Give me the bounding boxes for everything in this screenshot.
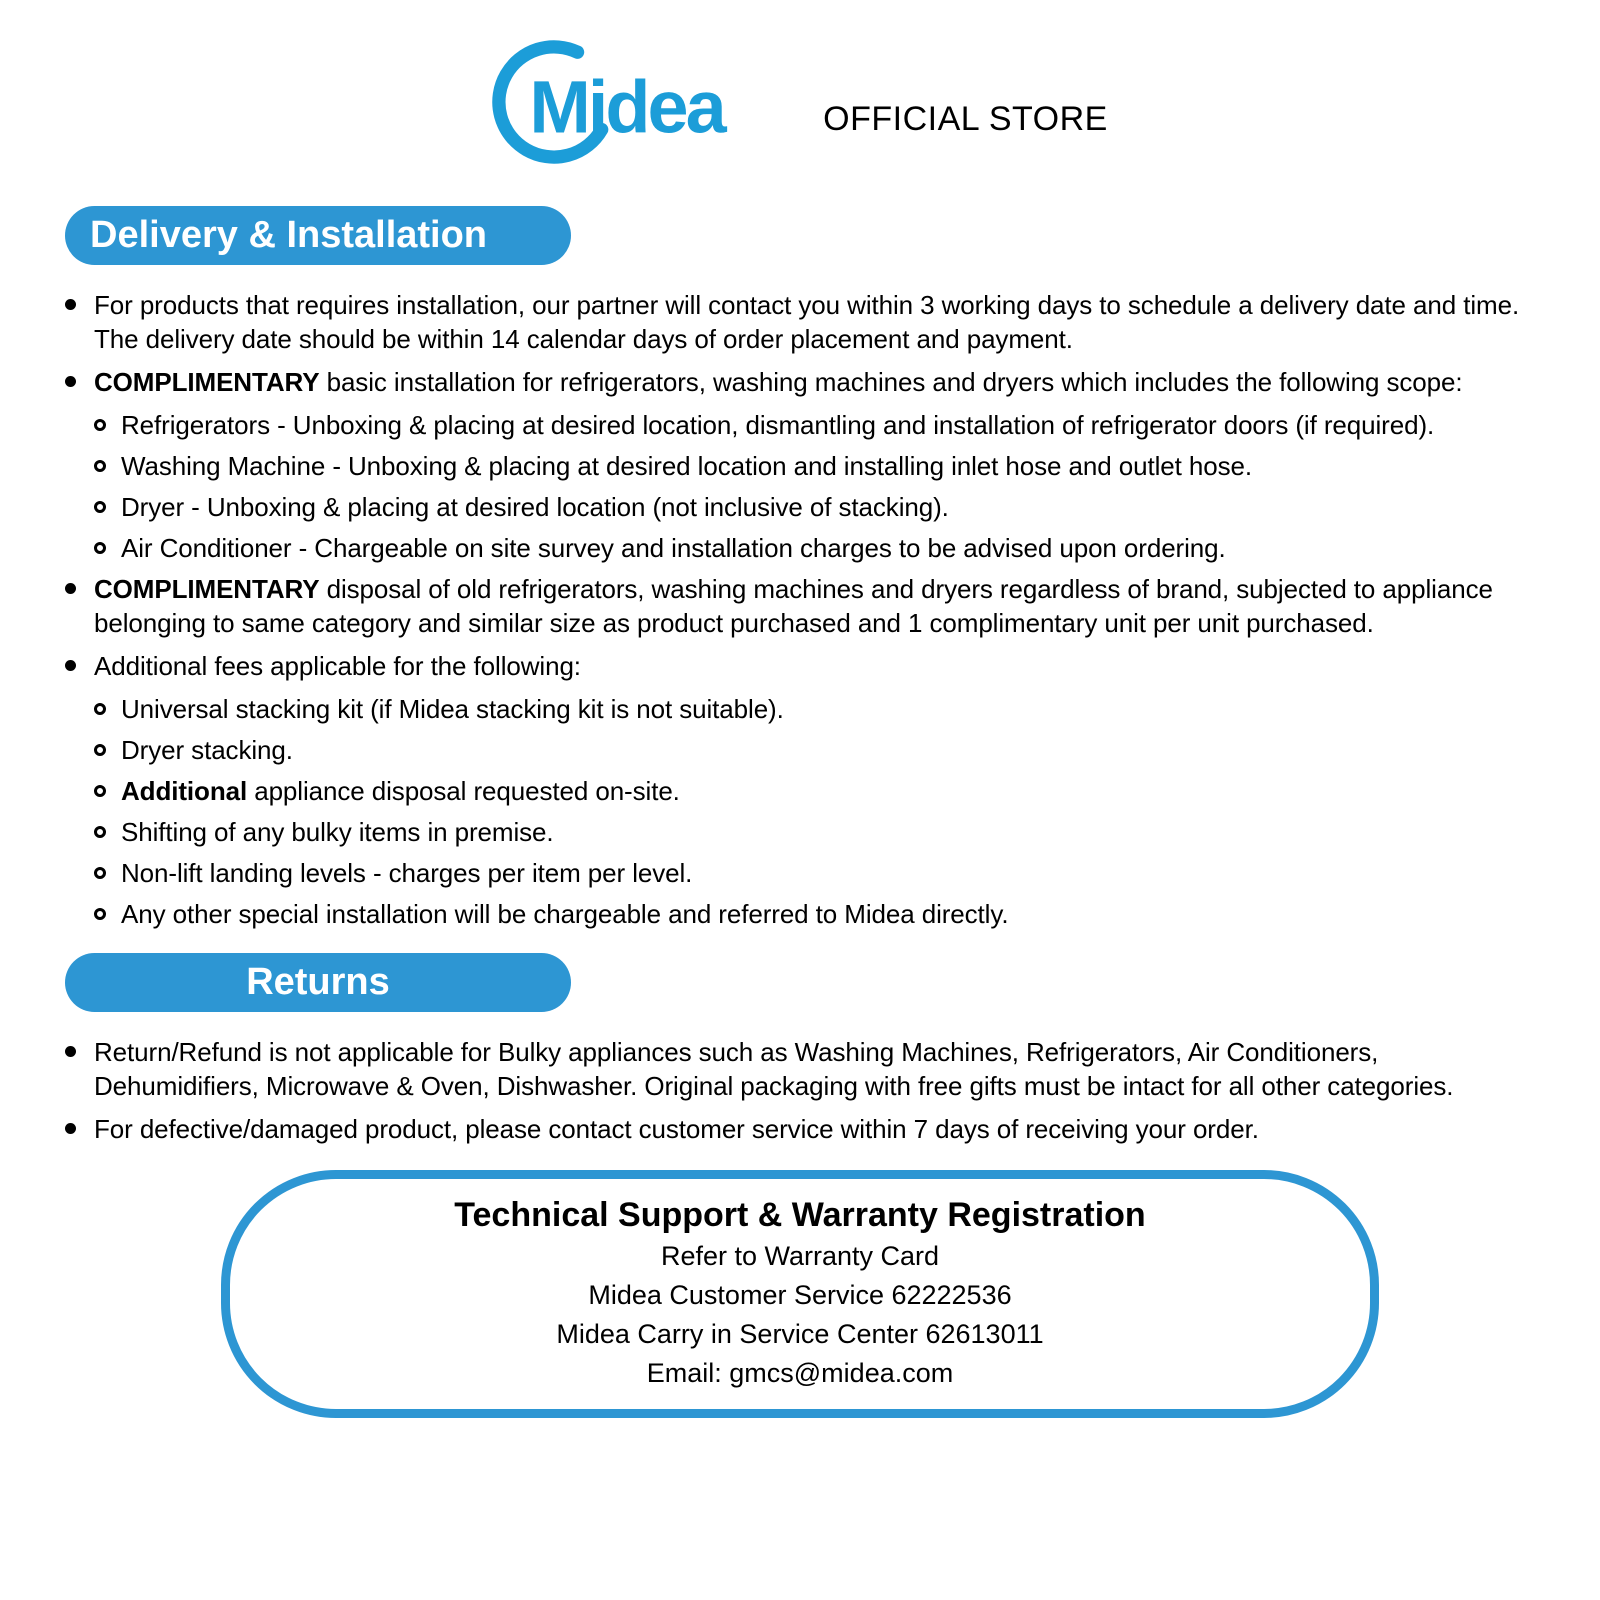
list-item: [65, 365, 1540, 399]
list-item: [94, 733, 1540, 767]
support-box-lines: [270, 1237, 1330, 1393]
list-item: [94, 408, 1540, 442]
list-item-text: Return/Refund is not applicable for Bulky appliances such as Washing Machines, Refrigerators, Air Conditioners, Dehumidifiers, Microwave & Oven, Dishwasher. Original packaging with free gifts must be intact for all other categories.: [94, 1037, 1454, 1101]
list-item: [94, 774, 1540, 808]
list-item: [65, 572, 1540, 640]
list-item-text: Dryer stacking.: [121, 735, 293, 765]
bullet-disc-icon: [65, 583, 76, 594]
header: [0, 0, 1600, 164]
bullet-disc-icon: [65, 660, 76, 671]
returns-list: [0, 1012, 1600, 1146]
list-item-text: COMPLIMENTARY basic installation for refrigerators, washing machines and dryers which includes the following scope:: [94, 367, 1463, 397]
emphasis-text: COMPLIMENTARY: [94, 574, 320, 604]
logo-wordmark: Midea: [529, 65, 724, 149]
list-item-text: Air Conditioner - Chargeable on site survey and installation charges to be advised upon ordering.: [121, 533, 1226, 563]
list-item: [94, 490, 1540, 524]
list-item: [65, 649, 1540, 683]
list-item: [65, 1035, 1540, 1103]
support-line: Email: gmcs@midea.com: [646, 1358, 954, 1388]
list-item-text: Non-lift landing levels - charges per item per level.: [121, 858, 693, 888]
list-item: [65, 288, 1540, 356]
list-item: [94, 531, 1540, 565]
list-item-text: Refrigerators - Unboxing & placing at desired location, dismantling and installation of refrigerator doors (if required).: [121, 410, 1435, 440]
section-title-delivery: Delivery & Installation: [90, 214, 488, 256]
list-item: [94, 692, 1540, 726]
bullet-circle-icon: [94, 826, 106, 838]
list-item-text: Any other special installation will be chargeable and referred to Midea directly.: [121, 899, 1009, 929]
list-item: [65, 1112, 1540, 1146]
bullet-circle-icon: [94, 460, 106, 472]
bullet-circle-icon: [94, 419, 106, 431]
list-item-text: COMPLIMENTARY disposal of old refrigerators, washing machines and dryers regardless of brand, subjected to appliance belonging to same category and similar size as product purchased and 1 complimentary unit per unit purchased.: [94, 574, 1493, 638]
list-item: [94, 856, 1540, 890]
support-box-title: Technical Support & Warranty Registration: [454, 1196, 1146, 1234]
section-title-returns: Returns: [246, 961, 390, 1003]
bullet-circle-icon: [94, 867, 106, 879]
bullet-circle-icon: [94, 501, 106, 513]
list-item: [94, 897, 1540, 931]
list-item-text: For defective/damaged product, please contact customer service within 7 days of receiving your order.: [94, 1114, 1259, 1144]
bullet-circle-icon: [94, 908, 106, 920]
bullet-circle-icon: [94, 542, 106, 554]
list-item-text: Additional appliance disposal requested on-site.: [121, 776, 680, 806]
list-item: [94, 815, 1540, 849]
bullet-disc-icon: [65, 1123, 76, 1134]
bullet-disc-icon: [65, 376, 76, 387]
emphasis-text: Additional: [121, 776, 248, 806]
list-item-text: Universal stacking kit (if Midea stacking kit is not suitable).: [121, 694, 784, 724]
bullet-circle-icon: [94, 744, 106, 756]
delivery-list: [0, 265, 1600, 931]
bullet-circle-icon: [94, 703, 106, 715]
bullet-disc-icon: [65, 1046, 76, 1057]
list-item-text: Additional fees applicable for the following:: [94, 651, 581, 681]
section-header-returns: [65, 953, 571, 1012]
midea-logo-icon: [492, 38, 797, 164]
list-item-text: Shifting of any bulky items in premise.: [121, 817, 554, 847]
section-header-delivery: [65, 206, 571, 265]
list-item-text: For products that requires installation, our partner will contact you within 3 working days to schedule a delivery date and time. The delivery date should be within 14 calendar days of order placement and payment.: [94, 290, 1520, 354]
list-item-text: Dryer - Unboxing & placing at desired location (not inclusive of stacking).: [121, 492, 949, 522]
list-item-text: Washing Machine - Unboxing & placing at desired location and installing inlet hose and outlet hose.: [121, 451, 1252, 481]
store-label: OFFICIAL STORE: [823, 100, 1108, 138]
support-box: [221, 1170, 1379, 1418]
list-item: [94, 449, 1540, 483]
support-line: Midea Carry in Service Center 62613011: [556, 1319, 1044, 1349]
support-line: Midea Customer Service 62222536: [588, 1280, 1012, 1310]
bullet-circle-icon: [94, 785, 106, 797]
emphasis-text: COMPLIMENTARY: [94, 367, 320, 397]
bullet-disc-icon: [65, 299, 76, 310]
support-line: Refer to Warranty Card: [660, 1241, 940, 1271]
